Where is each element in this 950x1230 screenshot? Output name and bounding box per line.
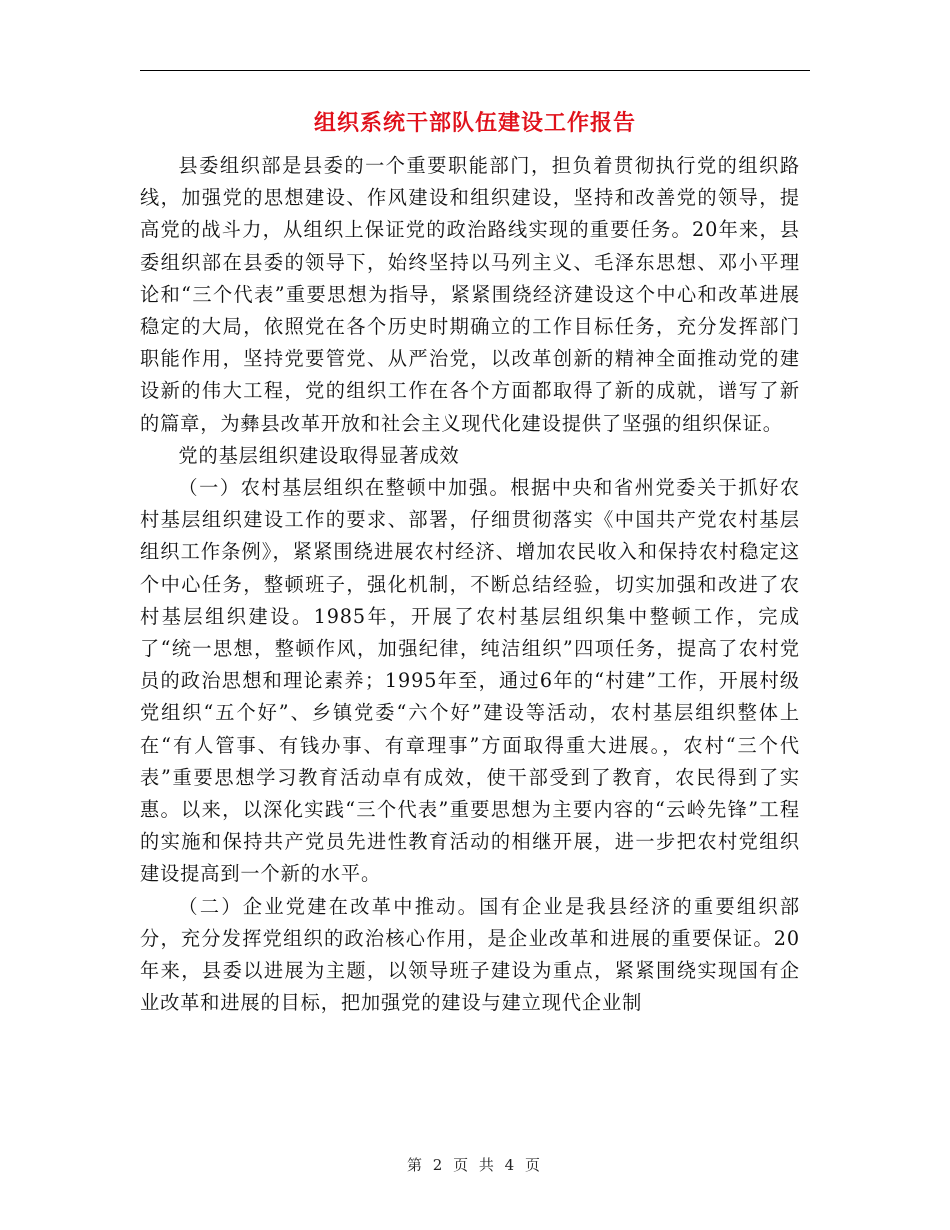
rural-organization-paragraph: （一）农村基层组织在整顿中加强。根据中央和省州党委关于抓好农村基层组织建设工作的要求、部署，仔细贯彻落实《中国共产党农村基层组织工作条例》，紧紧围绕进展农村经济、增加农民收入和保持农村稳定这个中心任务，整顿班子，强化机制，不断总结经验，切实加强和改进了农村基层组织建设。1985年，开展了农村基层组织集中整顿工作，完成了“统一思想，整顿作风，加强纪律，纯洁组织”四项任务，提高了农村党员的政治思想和理论素养；1995年至，通过6年的“村建”工作，开展村级党组织“五个好”、乡镇党委“六个好”建设等活动，农村基层组织整体上在“有人管事、有钱办事、有章理事”方面取得重大进展。，农村“三个代表”重要思想学习教育活动卓有成效，使干部受到了教育，农民得到了实惠。以来，以深化实践“三个代表”重要思想为主要内容的“云岭先锋”工程的实施和保持共产党员先进性教育活动的相继开展，进一步把农村党组织建设提高到一个新的水平。: [140, 476, 800, 886]
header-rule: [140, 70, 810, 71]
document-title: 组织系统干部队伍建设工作报告: [313, 110, 636, 136]
intro-paragraph: 县委组织部是县委的一个重要职能部门，担负着贯彻执行党的组织路线，加强党的思想建设、作风建设和组织建设，坚持和改善党的领导，提高党的战斗力，从组织上保证党的政治路线实现的重要任务。20年来，县委组织部在县委的领导下，始终坚持以马列主义、毛泽东思想、邓小平理论和“三个代表”重要思想为指导，紧紧围绕经济建设这个中心和改革进展稳定的大局，依照党在各个历史时期确立的工作目标任务，充分发挥部门职能作用，坚持党要管党、从严治党，以改革创新的精神全面推动党的建设新的伟大工程，党的组织工作在各个方面都取得了新的成就，谱写了新的篇章，为彝县改革开放和社会主义现代化建设提供了坚强的组织保证。: [140, 154, 800, 435]
section-heading: 党的基层组织建设取得显著成效: [178, 443, 460, 467]
enterprise-party-paragraph: （二）企业党建在改革中推动。国有企业是我县经济的重要组织部分，充分发挥党组织的政治核心作用，是企业改革和进展的重要保证。20年来，县委以进展为主题，以领导班子建设为重点，紧紧围绕实现国有企业改革和进展的目标，把加强党的建设与建立现代企业制: [140, 894, 800, 1015]
document-body: [140, 150, 800, 1019]
page-footer: 第 2 页 共 4 页: [407, 1156, 543, 1174]
